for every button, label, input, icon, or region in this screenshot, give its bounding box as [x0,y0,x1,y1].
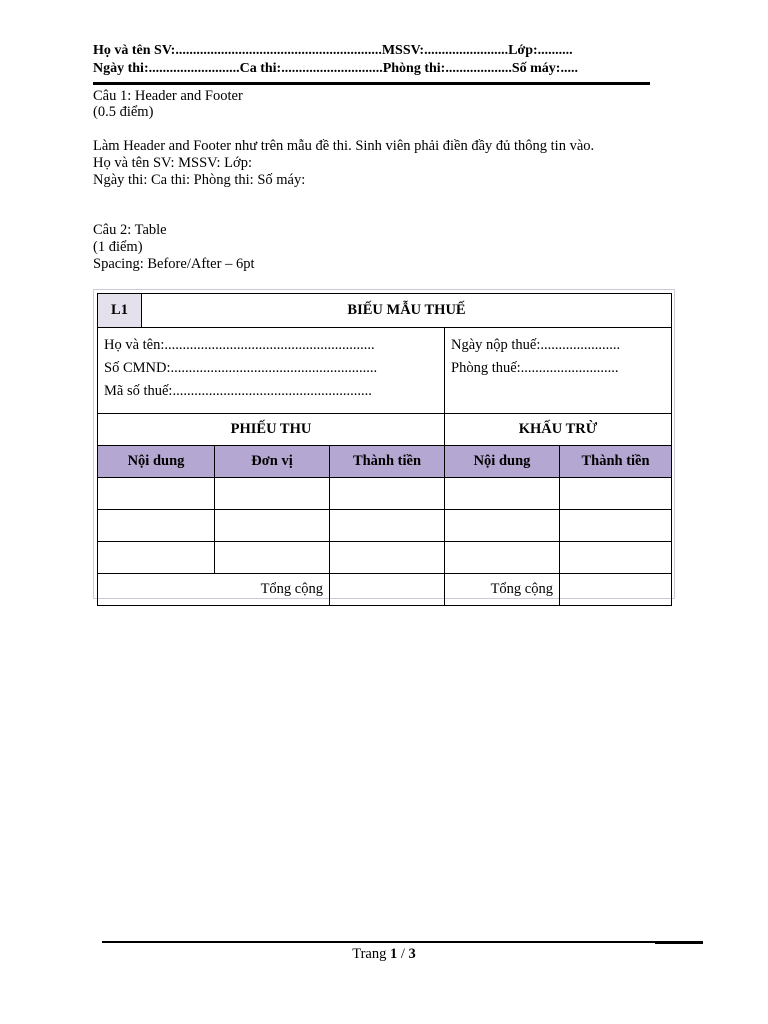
table-cell[interactable] [445,478,560,510]
footer-rule [102,941,655,943]
q1-fields-line-2: Ngày thi: Ca thi: Phòng thi: Số máy: [93,172,306,188]
column-header: Thành tiền [560,446,672,478]
table-cell[interactable] [215,510,330,542]
column-header: Thành tiền [330,446,445,478]
page-prefix: Trang [352,946,390,962]
table-cell[interactable] [98,510,215,542]
total-right-label: Tổng cộng [445,574,560,606]
total-row [98,574,672,606]
header-rule [93,82,650,85]
table-cell[interactable] [98,542,215,574]
page-separator: / [397,946,409,962]
table-cell[interactable] [330,478,445,510]
id-number-field: Số CMND:......................................................... [104,360,378,376]
q1-title: Câu 1: Header and Footer [93,88,243,104]
tax-code-field: Mã số thuế:....................................................... [104,383,372,399]
page-current: 1 [389,946,398,962]
form-title: BIẾU MẪU THUẾ [142,294,672,328]
q1-fields-line-1: Họ và tên SV: MSSV: Lớp: [93,155,252,171]
submit-date-field: Ngày nộp thuế:...................... [451,337,621,353]
q1-instruction: Làm Header and Footer như trên mẫu đề thi. Sinh viên phải điền đầy đủ thông tin vào. [93,138,595,154]
column-header-row [98,446,672,478]
table-cell[interactable] [330,510,445,542]
page-number [0,946,768,963]
table-cell[interactable] [98,478,215,510]
section-receipt: PHIẾU THU [98,414,445,446]
column-header: Nội dung [98,446,215,478]
table-row [98,510,672,542]
table-cell[interactable] [215,542,330,574]
header-student-line: Họ và tên SV:...........................................................MSSV:........................Lớp:.......... [93,43,573,58]
q2-spacing: Spacing: Before/After – 6pt [93,256,255,272]
q2-title: Câu 2: Table [93,222,167,238]
page-total: 3 [408,946,416,962]
name-field: Họ và tên:.......................................................... [104,337,375,353]
q1-points: (0.5 điểm) [93,104,154,120]
table-cell[interactable] [445,542,560,574]
total-left-value[interactable] [330,574,445,606]
table-cell[interactable] [445,510,560,542]
taxpayer-info [98,328,445,414]
tax-form-table [97,293,672,606]
table-cell[interactable] [215,478,330,510]
section-deduction: KHẤU TRỪ [445,414,672,446]
table-cell[interactable] [560,542,672,574]
column-header: Đơn vị [215,446,330,478]
column-header: Nội dung [445,446,560,478]
table-row [98,542,672,574]
table-row [98,478,672,510]
total-right-value[interactable] [560,574,672,606]
table-cell[interactable] [330,542,445,574]
header-exam-line: Ngày thi:..........................Ca thi:.............................Phòng thi:...................Số máy:..... [93,61,578,76]
footer-rule-accent [655,941,703,944]
table-cell[interactable] [560,478,672,510]
submission-info [445,328,672,414]
total-left-label: Tổng cộng [98,574,330,606]
form-code: L1 [98,294,142,328]
tax-office-field: Phòng thuế:........................... [451,360,619,376]
table-cell[interactable] [560,510,672,542]
q2-points: (1 điểm) [93,239,143,255]
tax-form [93,289,675,599]
